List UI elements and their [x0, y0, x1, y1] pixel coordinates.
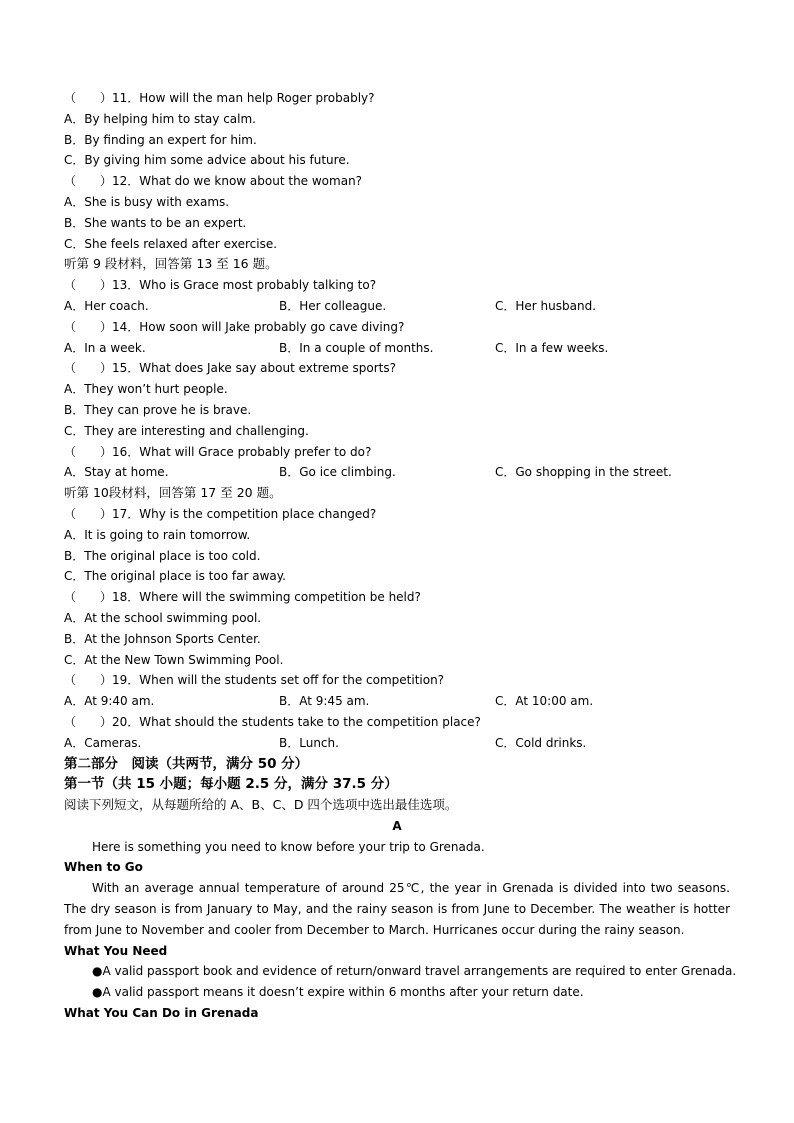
- q16-option-a: A．Stay at home.: [64, 465, 169, 480]
- heading-when-to-go: When to Go: [64, 860, 143, 875]
- q20-options: [64, 733, 730, 754]
- q13-option-a: A．Her coach.: [64, 298, 149, 313]
- section-9-instruction: 听第 9 段材料，回答第 13 至 16 题。: [64, 256, 278, 272]
- question-17: （ ）17．Why is the competition place changed?: [64, 506, 377, 521]
- question-18: （ ）18．Where will the swimming competition be held?: [64, 590, 421, 605]
- q11-option-c: C．By giving him some advice about his future.: [64, 153, 350, 168]
- part-2-heading: 第二部分 阅读（共两节，满分 50 分）: [64, 755, 309, 772]
- q14-options: [64, 338, 730, 359]
- question-11: （ ）11．How will the man help Roger probably?: [64, 91, 375, 105]
- q17-option-a: A．It is going to rain tomorrow.: [64, 527, 251, 542]
- q19-options: [64, 691, 730, 712]
- q15-option-a: A．They won’t hurt people.: [64, 382, 228, 397]
- q17-option-b: B．The original place is too cold.: [64, 548, 261, 563]
- passage-letter: A: [392, 818, 402, 833]
- question-14: （ ）14．How soon will Jake probably go cave diving?: [64, 319, 405, 334]
- question-19: （ ）19．When will the students set off for the competition?: [64, 673, 445, 688]
- q19-option-b: B．At 9:45 am.: [279, 694, 370, 709]
- q12-option-b: B．She wants to be an expert.: [64, 215, 247, 230]
- q14-option-b: B．In a couple of months.: [279, 340, 434, 355]
- q17-option-c: C．The original place is too far away.: [64, 569, 286, 584]
- q13-option-b: B．Her colleague.: [279, 298, 387, 313]
- q12-option-a: A．She is busy with exams.: [64, 194, 230, 209]
- paragraph-when-to-go: With an average annual temperature of around 25℃, the year in Grenada is divided into two seasons. The dry season is from January to May, and the rainy season is from June to December. The weather is hotter from June to November and cooler from December to March. Hurricanes occur during the rainy season.: [64, 881, 730, 937]
- bullet-passport-requirement: ●A valid passport book and evidence of return/onward travel arrangements are required to enter Grenada.: [92, 964, 737, 979]
- section-1-heading: 第一节（共 15 小题；每小题 2.5 分，满分 37.5 分）: [64, 776, 398, 793]
- question-15: （ ）15．What does Jake say about extreme sports?: [64, 361, 396, 376]
- question-12: （ ）12．What do we know about the woman?: [64, 174, 363, 189]
- question-13: （ ）13．Who is Grace most probably talking to?: [64, 278, 377, 293]
- question-16: （ ）16．What will Grace probably prefer to do?: [64, 444, 372, 459]
- bullet-passport-validity: ●A valid passport means it doesn’t expire within 6 months after your return date.: [92, 985, 584, 1000]
- reading-instruction: 阅读下列短文，从每题所给的 A、B、C、D 四个选项中选出最佳选项。: [64, 797, 458, 813]
- q16-option-c: C．Go shopping in the street.: [495, 465, 672, 480]
- q19-option-c: C．At 10:00 am.: [495, 694, 594, 709]
- q18-option-a: A．At the school swimming pool.: [64, 610, 262, 625]
- q13-options: [64, 296, 730, 317]
- q11-option-a: A．By helping him to stay calm.: [64, 111, 256, 126]
- q15-option-b: B．They can prove he is brave.: [64, 402, 252, 417]
- heading-what-you-can-do: What You Can Do in Grenada: [64, 1006, 259, 1021]
- q19-option-a: A．At 9:40 am.: [64, 694, 155, 709]
- q12-option-c: C．She feels relaxed after exercise.: [64, 236, 278, 251]
- q20-option-c: C．Cold drinks.: [495, 735, 587, 750]
- q14-option-c: C．In a few weeks.: [495, 340, 609, 355]
- q16-options: [64, 462, 730, 483]
- q20-option-b: B．Lunch.: [279, 735, 339, 750]
- question-20: （ ）20．What should the students take to the competition place?: [64, 714, 481, 729]
- q11-option-b: B．By finding an expert for him.: [64, 132, 257, 147]
- section-10-instruction: 听第 10段材料，回答第 17 至 20 题。: [64, 485, 282, 501]
- q20-option-a: A．Cameras.: [64, 735, 142, 750]
- document-content: [64, 88, 737, 1024]
- q13-option-c: C．Her husband.: [495, 298, 597, 313]
- passage-intro: Here is something you need to know before your trip to Grenada.: [92, 839, 485, 854]
- q15-option-c: C．They are interesting and challenging.: [64, 423, 309, 438]
- q18-option-b: B．At the Johnson Sports Center.: [64, 631, 261, 646]
- q14-option-a: A．In a week.: [64, 340, 146, 355]
- heading-what-you-need: What You Need: [64, 943, 168, 958]
- q18-option-c: C．At the New Town Swimming Pool.: [64, 652, 284, 667]
- q16-option-b: B．Go ice climbing.: [279, 465, 396, 480]
